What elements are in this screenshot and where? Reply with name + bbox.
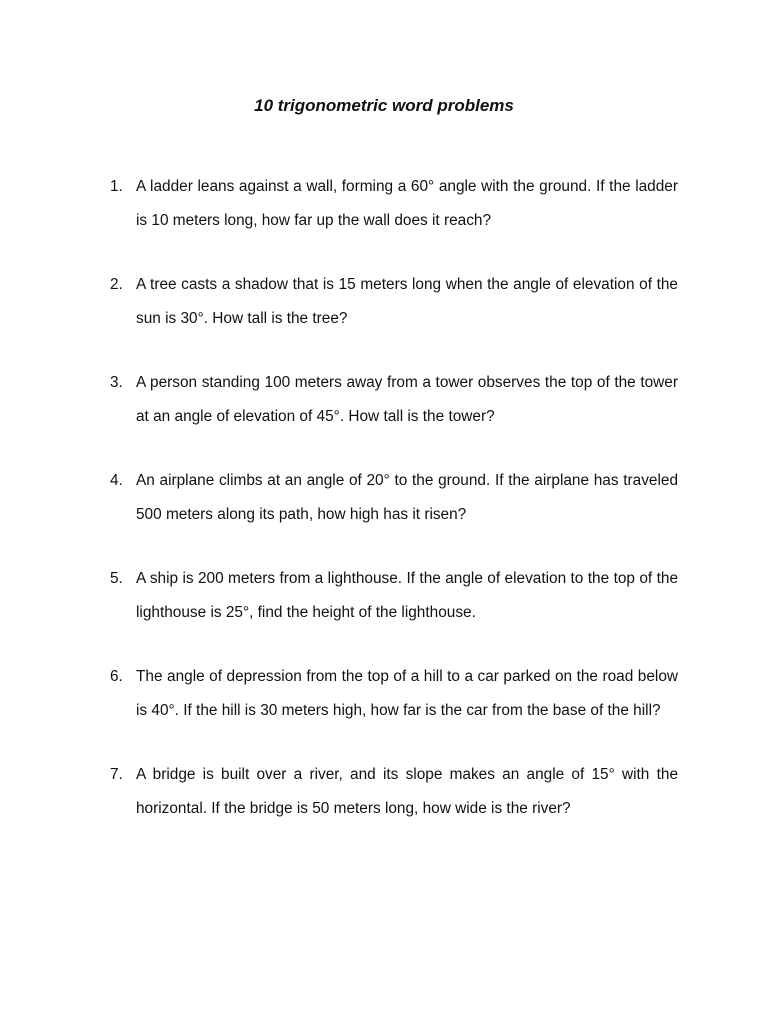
problem-number: 6. xyxy=(110,668,123,685)
problem-number: 1. xyxy=(110,178,123,195)
problem-item xyxy=(110,660,678,727)
problem-text: The angle of depression from the top of a hill to a car parked on the road below is 40°. If the hill is 30 meters high, how far is the car from the base of the hill? xyxy=(136,668,678,719)
problem-item xyxy=(110,170,678,237)
problem-number: 7. xyxy=(110,766,123,783)
problem-item xyxy=(110,464,678,531)
problem-item xyxy=(110,562,678,629)
problem-text: A ship is 200 meters from a lighthouse. If the angle of elevation to the top of the lighthouse is 25°, find the height of the lighthouse. xyxy=(136,570,678,621)
problem-text: An airplane climbs at an angle of 20° to the ground. If the airplane has traveled 500 meters along its path, how high has it risen? xyxy=(136,472,678,523)
problem-list xyxy=(110,170,678,856)
problem-item xyxy=(110,268,678,335)
problem-text: A bridge is built over a river, and its slope makes an angle of 15° with the horizontal. If the bridge is 50 meters long, how wide is the river? xyxy=(136,766,678,817)
problem-text: A tree casts a shadow that is 15 meters long when the angle of elevation of the sun is 30°. How tall is the tree? xyxy=(136,276,678,327)
problem-number: 4. xyxy=(110,472,123,489)
document-title: 10 trigonometric word problems xyxy=(254,96,514,115)
problem-text: A person standing 100 meters away from a tower observes the top of the tower at an angle of elevation of 45°. How tall is the tower? xyxy=(136,374,678,425)
problem-number: 2. xyxy=(110,276,123,293)
problem-number: 5. xyxy=(110,570,123,587)
problem-number: 3. xyxy=(110,374,123,391)
problem-item xyxy=(110,366,678,433)
problem-text: A ladder leans against a wall, forming a 60° angle with the ground. If the ladder is 10 meters long, how far up the wall does it reach? xyxy=(136,178,678,229)
problem-item xyxy=(110,758,678,825)
